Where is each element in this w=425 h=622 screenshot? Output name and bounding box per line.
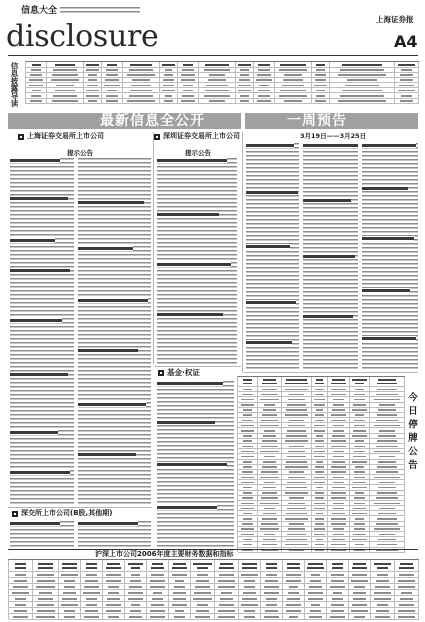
sh-subhead: 提示公告 — [67, 149, 93, 157]
article-headline — [157, 381, 223, 386]
divider — [8, 507, 152, 508]
table-cell — [275, 99, 312, 104]
article-headline — [362, 236, 414, 241]
article-headline — [10, 238, 55, 243]
table-cell — [236, 99, 254, 104]
table-cell — [103, 560, 125, 572]
article-headline — [157, 262, 231, 267]
table-cell — [283, 560, 305, 572]
sz-heading: 深圳证券交易所上市公司 — [163, 132, 240, 140]
section-bullet-icon — [158, 370, 164, 376]
table-cell — [370, 377, 405, 387]
table-cell — [371, 614, 395, 620]
banner-preview-title: 一周预告 — [287, 113, 347, 129]
preview-date-range: 3月19日——3月25日 — [300, 132, 367, 140]
table-cell — [215, 614, 239, 620]
table-cell — [258, 377, 282, 387]
table-cell — [191, 614, 215, 620]
article-headline — [78, 298, 148, 303]
table-cell — [215, 560, 239, 572]
table-cell — [282, 377, 312, 387]
divider — [243, 372, 418, 373]
article-headline — [246, 300, 296, 305]
article-headline — [157, 505, 217, 510]
preview-text-column — [246, 143, 299, 369]
table-cell — [395, 99, 419, 104]
table-cell — [261, 560, 283, 572]
table-cell — [350, 377, 370, 387]
suspension-label: 今日停牌公告 — [406, 392, 417, 473]
article-headline — [10, 521, 60, 526]
table-cell — [191, 560, 215, 572]
banner-latest-title: 最新信息全公开 — [100, 113, 205, 129]
article-headline — [362, 143, 416, 148]
table-cell — [59, 560, 81, 572]
section-bullet-icon — [18, 134, 24, 140]
index-table — [25, 61, 419, 104]
table-cell — [328, 377, 350, 387]
article-headline — [78, 348, 138, 353]
section-bullet-icon — [12, 511, 18, 517]
article-headline — [303, 254, 355, 259]
table-cell — [349, 614, 371, 620]
sz-text-column — [157, 158, 237, 364]
table-cell — [9, 614, 33, 620]
article-headline — [246, 244, 290, 249]
masthead-rule — [8, 55, 418, 56]
paper-name: 上海证券报 — [376, 15, 414, 24]
table-cell — [169, 614, 191, 620]
article-headline — [10, 470, 70, 475]
finance-table — [8, 559, 419, 619]
table-cell — [33, 614, 59, 620]
article-headline — [10, 372, 68, 377]
table-cell — [123, 99, 160, 104]
table-cell — [160, 99, 178, 104]
table-cell — [81, 560, 103, 572]
finance-title: 沪深上市公司2006年度主要财务数据和指标 — [95, 550, 234, 558]
table-cell — [238, 377, 258, 387]
table-row — [9, 614, 419, 620]
article-headline — [303, 314, 353, 319]
table-cell — [395, 614, 419, 620]
table-cell — [84, 99, 102, 104]
table-header-row — [9, 560, 419, 572]
table-cell — [147, 560, 169, 572]
table-cell — [305, 614, 327, 620]
table-cell — [81, 614, 103, 620]
article-headline — [362, 336, 416, 341]
table-cell — [178, 99, 199, 104]
table-cell — [26, 99, 47, 104]
table-cell — [147, 614, 169, 620]
article-headline — [10, 268, 70, 273]
article-headline — [78, 200, 144, 205]
suspension-table — [237, 376, 405, 552]
table-cell — [327, 560, 349, 572]
section-title-en: disclosure — [6, 19, 159, 54]
article-headline — [303, 143, 358, 148]
sh-heading: 上海证券交易所上市公司 — [27, 132, 104, 140]
table-cell — [47, 99, 84, 104]
article-headline — [157, 462, 227, 467]
article-headline — [303, 198, 351, 203]
fund-heading: 基金·权证 — [167, 368, 200, 377]
masthead-edition-info — [60, 7, 140, 15]
page-number: A4 — [394, 32, 418, 51]
article-headline — [78, 521, 138, 526]
table-cell — [103, 614, 125, 620]
banner-latest — [8, 113, 241, 129]
table-cell — [125, 614, 147, 620]
article-headline — [157, 212, 219, 217]
table-cell — [327, 614, 349, 620]
article-headline — [157, 312, 223, 317]
table-cell — [371, 560, 395, 572]
table-cell — [9, 560, 33, 572]
table-cell — [395, 560, 419, 572]
section-title-cn: 信息大全 — [21, 6, 58, 16]
table-cell — [283, 614, 305, 620]
article-headline — [78, 246, 133, 251]
table-cell — [312, 99, 330, 104]
article-headline — [10, 430, 58, 435]
table-cell — [59, 614, 81, 620]
sz-subhead: 提示公告 — [185, 149, 211, 157]
table-row — [26, 99, 419, 104]
table-cell — [199, 99, 236, 104]
section-bullet-icon — [154, 134, 160, 140]
table-cell — [239, 560, 261, 572]
table-cell — [261, 614, 283, 620]
article-headline — [157, 158, 227, 163]
article-headline — [10, 196, 68, 201]
article-headline — [246, 190, 298, 195]
sh-text-column — [10, 158, 74, 506]
article-headline — [10, 318, 62, 323]
article-headline — [362, 288, 410, 293]
szb-heading: 深交所上市公司(B股,其他期) — [21, 509, 113, 517]
table-cell — [349, 560, 371, 572]
banner-preview — [245, 113, 418, 129]
article-headline — [246, 143, 294, 148]
article-headline — [157, 420, 215, 425]
table-cell — [312, 377, 328, 387]
table-cell — [305, 560, 327, 572]
article-headline — [78, 452, 136, 457]
table-cell — [254, 99, 275, 104]
divider — [155, 366, 241, 367]
table-cell — [169, 560, 191, 572]
table-cell — [102, 99, 123, 104]
index-label: 信息披露导读 — [10, 62, 19, 107]
divider — [153, 132, 154, 364]
article-headline — [246, 340, 292, 345]
divider — [242, 132, 243, 372]
table-cell — [330, 99, 395, 104]
table-cell — [125, 560, 147, 572]
article-headline — [78, 402, 146, 407]
article-headline — [10, 158, 60, 163]
table-cell — [33, 560, 59, 572]
table-header-row — [238, 377, 405, 387]
table-cell — [239, 614, 261, 620]
article-headline — [362, 186, 408, 191]
